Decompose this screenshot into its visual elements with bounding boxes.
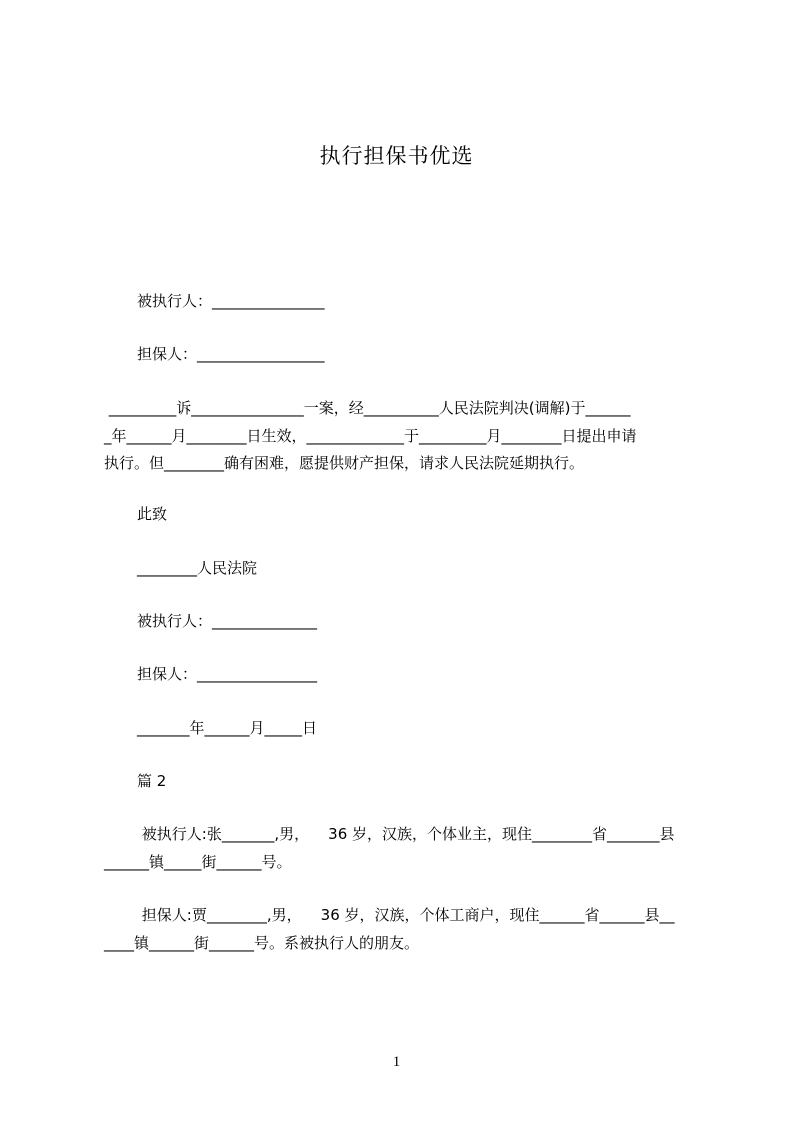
section-heading: 篇 2 (137, 772, 167, 790)
document-title: 执行担保书优选 (319, 144, 474, 168)
body-line: _年______月________日生效，_____________于_________月________日提出申请 (104, 427, 637, 445)
court-line: ________人民法院 (137, 559, 258, 577)
guarantor-line: 担保人：_________________ (137, 345, 325, 363)
body-line: _________诉_______________一案，经__________人民法院判决(调解)于______ (104, 399, 631, 417)
executee-line: 被执行人：_______________ (137, 292, 325, 310)
executee-info-line: 被执行人:张_______,男， 36 岁，汉族，个体业主，现住________省_______县 (137, 825, 675, 843)
page-number: 1 (392, 1054, 401, 1070)
date-line: _______年______月_____日 (137, 719, 318, 737)
body-line: 执行。但________确有困难，愿提供财产担保，请求人民法院延期执行。 (104, 454, 585, 472)
guarantor-info-line: ____镇______街______号。系被执行人的朋友。 (104, 934, 420, 952)
executee-signature-line: 被执行人：______________ (137, 612, 318, 630)
guarantor-signature-line: 担保人：________________ (137, 665, 318, 683)
salutation: 此致 (137, 505, 168, 523)
executee-info-line: ______镇_____街______号。 (104, 853, 292, 871)
guarantor-info-line: 担保人:贾________,男， 36 岁，汉族，个体工商户，现住______省______县__ (137, 906, 675, 924)
